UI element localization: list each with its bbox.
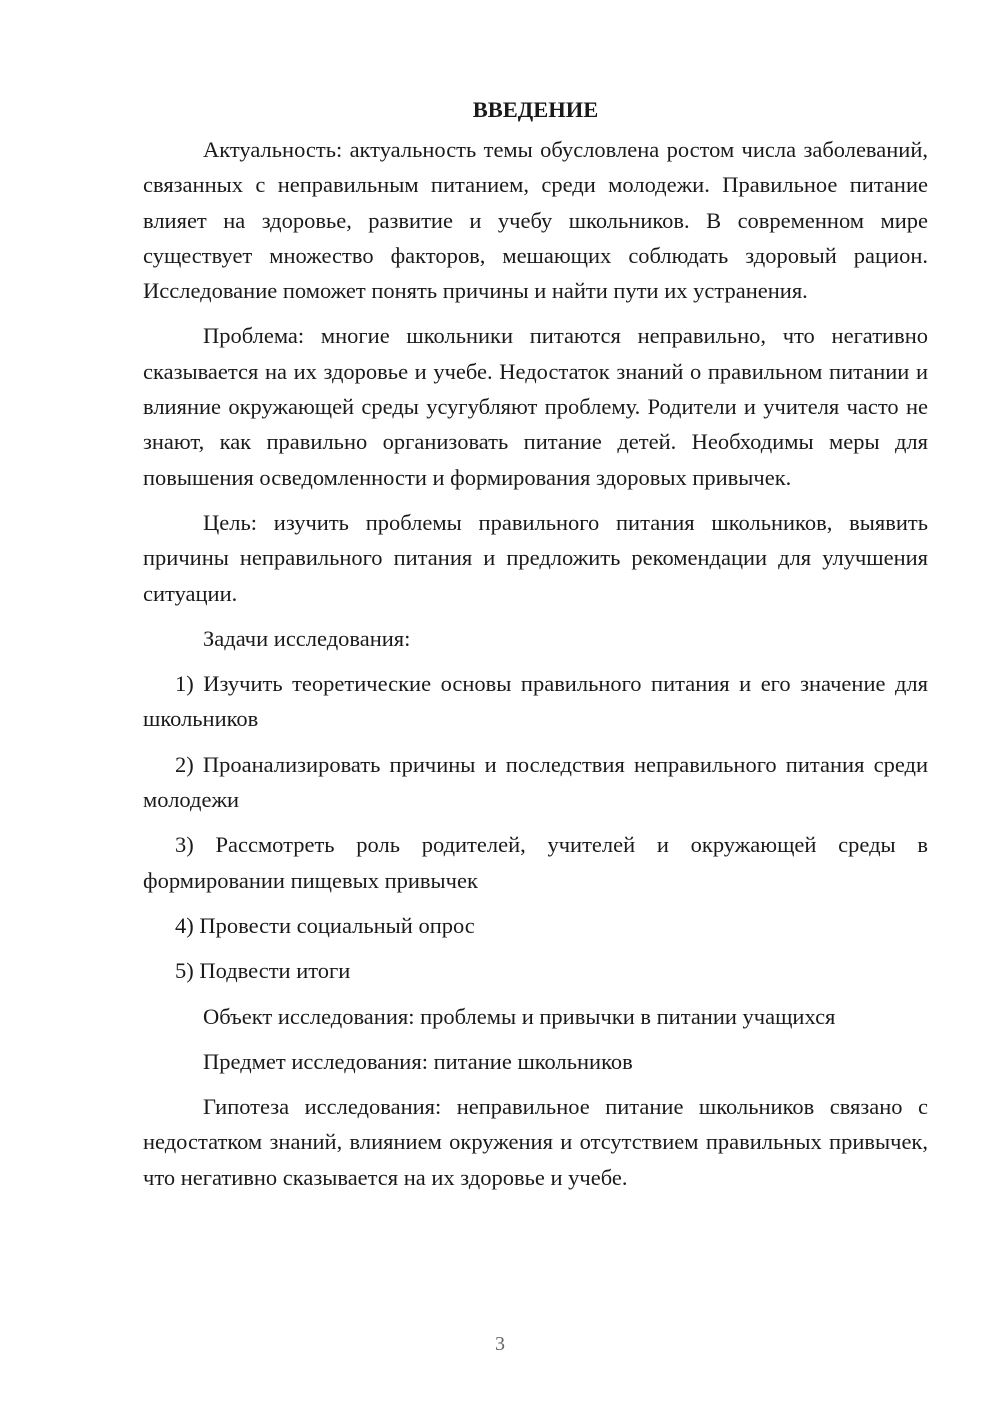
document-page: [143, 92, 928, 1205]
research-subject: Предмет исследования: питание школьников: [203, 1048, 633, 1074]
task-item-2: 2) Проанализировать причины и последствия неправильного питания среди молодежи: [143, 751, 928, 813]
research-object: Объект исследования: проблемы и привычки в питании учащихся: [203, 1003, 836, 1029]
task-item-5: 5) Подвести итоги: [175, 958, 351, 984]
tasks-heading: Задачи исследования:: [203, 625, 411, 651]
hypothesis-paragraph: Гипотеза исследования: неправильное питание школьников связано с недостатком знаний, влиянием окружения и отсутствием правильных привычек, что негативно сказывается на их здоровье и учебе.: [143, 1094, 928, 1190]
section-title: ВВЕДЕНИЕ: [472, 97, 599, 122]
task-item-4: 4) Провести социальный опрос: [175, 912, 475, 938]
relevance-paragraph: Актуальность: актуальность темы обусловлена ростом числа заболеваний, связанных с неправильным питанием, среди молодежи. Правильное питание влияет на здоровье, развитие и учебу школьников. В современном мире существует множество факторов, мешающих соблюдать здоровый рацион. Исследование поможет понять причины и найти пути их устранения.: [143, 137, 928, 304]
problem-paragraph: Проблема: многие школьники питаются неправильно, что негативно сказывается на их здоровье и учебе. Недостаток знаний о правильном питании и влияние окружающей среды усугубляют проблему. Родители и учителя часто не знают, как правильно организовать питание детей. Необходимы меры для повышения осведомленности и формирования здоровых привычек.: [143, 323, 928, 490]
task-item-1: 1) Изучить теоретические основы правильного питания и его значение для школьников: [143, 671, 928, 732]
goal-paragraph: Цель: изучить проблемы правильного питания школьников, выявить причины неправильного питания и предложить рекомендации для улучшения ситуации.: [143, 509, 928, 606]
task-item-3: 3) Рассмотреть роль родителей, учителей и окружающей среды в формировании пищевых привычек: [143, 832, 928, 893]
page-number: 3: [495, 1333, 505, 1355]
